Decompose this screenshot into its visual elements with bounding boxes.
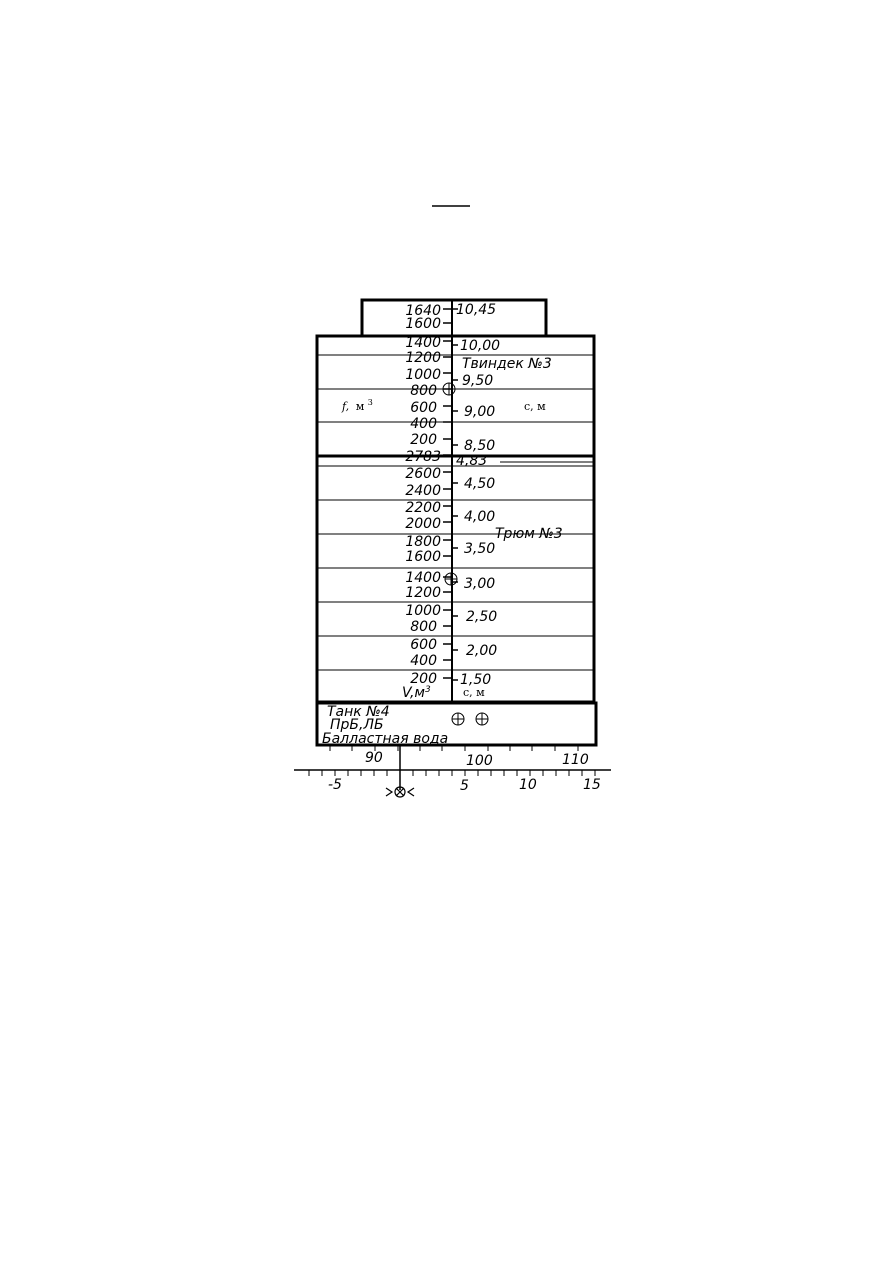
left-value-1640: 1640: [405, 303, 441, 319]
tank-sides-label: ПрБ,ЛБ: [330, 717, 384, 733]
twin-deck-label: Твиндек №3: [462, 356, 552, 372]
lower-axis-minus5: -5: [328, 777, 342, 793]
left-value-1200h: 1200: [405, 585, 441, 601]
right-value-10-00: 10,00: [460, 338, 501, 354]
c-label-bottom: с, м: [463, 686, 485, 699]
left-value-400h: 400: [410, 653, 437, 669]
right-value-4-50: 4,50: [464, 476, 496, 492]
lower-axis-ticks: [309, 770, 595, 776]
left-value-2783: 2783: [405, 449, 441, 465]
left-value-1800: 1800: [405, 534, 441, 550]
right-value-8-50: 8,50: [464, 438, 496, 454]
right-value-2-50: 2,50: [466, 609, 498, 625]
centroid-icon: [445, 573, 457, 585]
tank-label: Танк №4: [327, 704, 390, 720]
left-value-2000: 2000: [405, 516, 441, 532]
right-value-2-00: 2,00: [466, 643, 498, 659]
hold-label: Трюм №3: [495, 526, 563, 542]
left-value-600: 600: [410, 400, 437, 416]
upper-axis-90: 90: [365, 750, 383, 766]
left-value-1400h: 1400: [405, 570, 441, 586]
left-value-200: 200: [410, 432, 437, 448]
left-value-1400: 1400: [405, 335, 441, 351]
right-value-9-50: 9,50: [462, 373, 494, 389]
right-value-4-83: 4,83: [456, 453, 488, 469]
v-label: $V,м^3$: [402, 685, 431, 701]
lower-axis-10: 10: [519, 777, 537, 793]
centroid-icon: [476, 713, 488, 725]
right-value-4-00: 4,00: [464, 509, 496, 525]
left-value-800h: 800: [410, 619, 437, 635]
centroid-icon: [452, 713, 464, 725]
left-value-2400: 2400: [405, 483, 441, 499]
right-value-9-00: 9,00: [464, 404, 496, 420]
upper-extension-box: [362, 300, 546, 336]
left-value-2200: 2200: [405, 500, 441, 516]
lower-axis-5: 5: [460, 778, 469, 794]
c-label-top: с, м: [524, 400, 546, 413]
left-value-600h: 600: [410, 637, 437, 653]
ballast-label: Балластная вода: [322, 731, 449, 747]
right-scale-twin-deck: [456, 302, 500, 454]
left-value-1200: 1200: [405, 350, 441, 366]
left-value-1000h: 1000: [405, 603, 441, 619]
lower-axis-15: 15: [583, 777, 601, 793]
left-value-200h: 200: [410, 671, 437, 687]
upper-axis-100: 100: [466, 753, 493, 769]
left-value-1600h: 1600: [405, 549, 441, 565]
left-value-1000: 1000: [405, 367, 441, 383]
right-scale-hold: [456, 453, 497, 688]
main-compartment-box: [317, 336, 594, 702]
left-value-2600: 2600: [405, 466, 441, 482]
right-value-1-50: 1,50: [460, 672, 492, 688]
left-scale-twin-deck: [405, 303, 441, 448]
centroid-icon: [443, 383, 455, 395]
right-value-10-45: 10,45: [456, 302, 497, 318]
left-value-800: 800: [410, 383, 437, 399]
upper-axis-110: 110: [562, 752, 589, 768]
right-value-3-00: 3,00: [464, 576, 496, 592]
axis-ticks: [443, 309, 458, 680]
left-value-1600: 1600: [405, 316, 441, 332]
right-value-3-50: 3,50: [464, 541, 496, 557]
left-value-400: 400: [410, 416, 437, 432]
f-label: f, м $^3$: [342, 398, 373, 413]
